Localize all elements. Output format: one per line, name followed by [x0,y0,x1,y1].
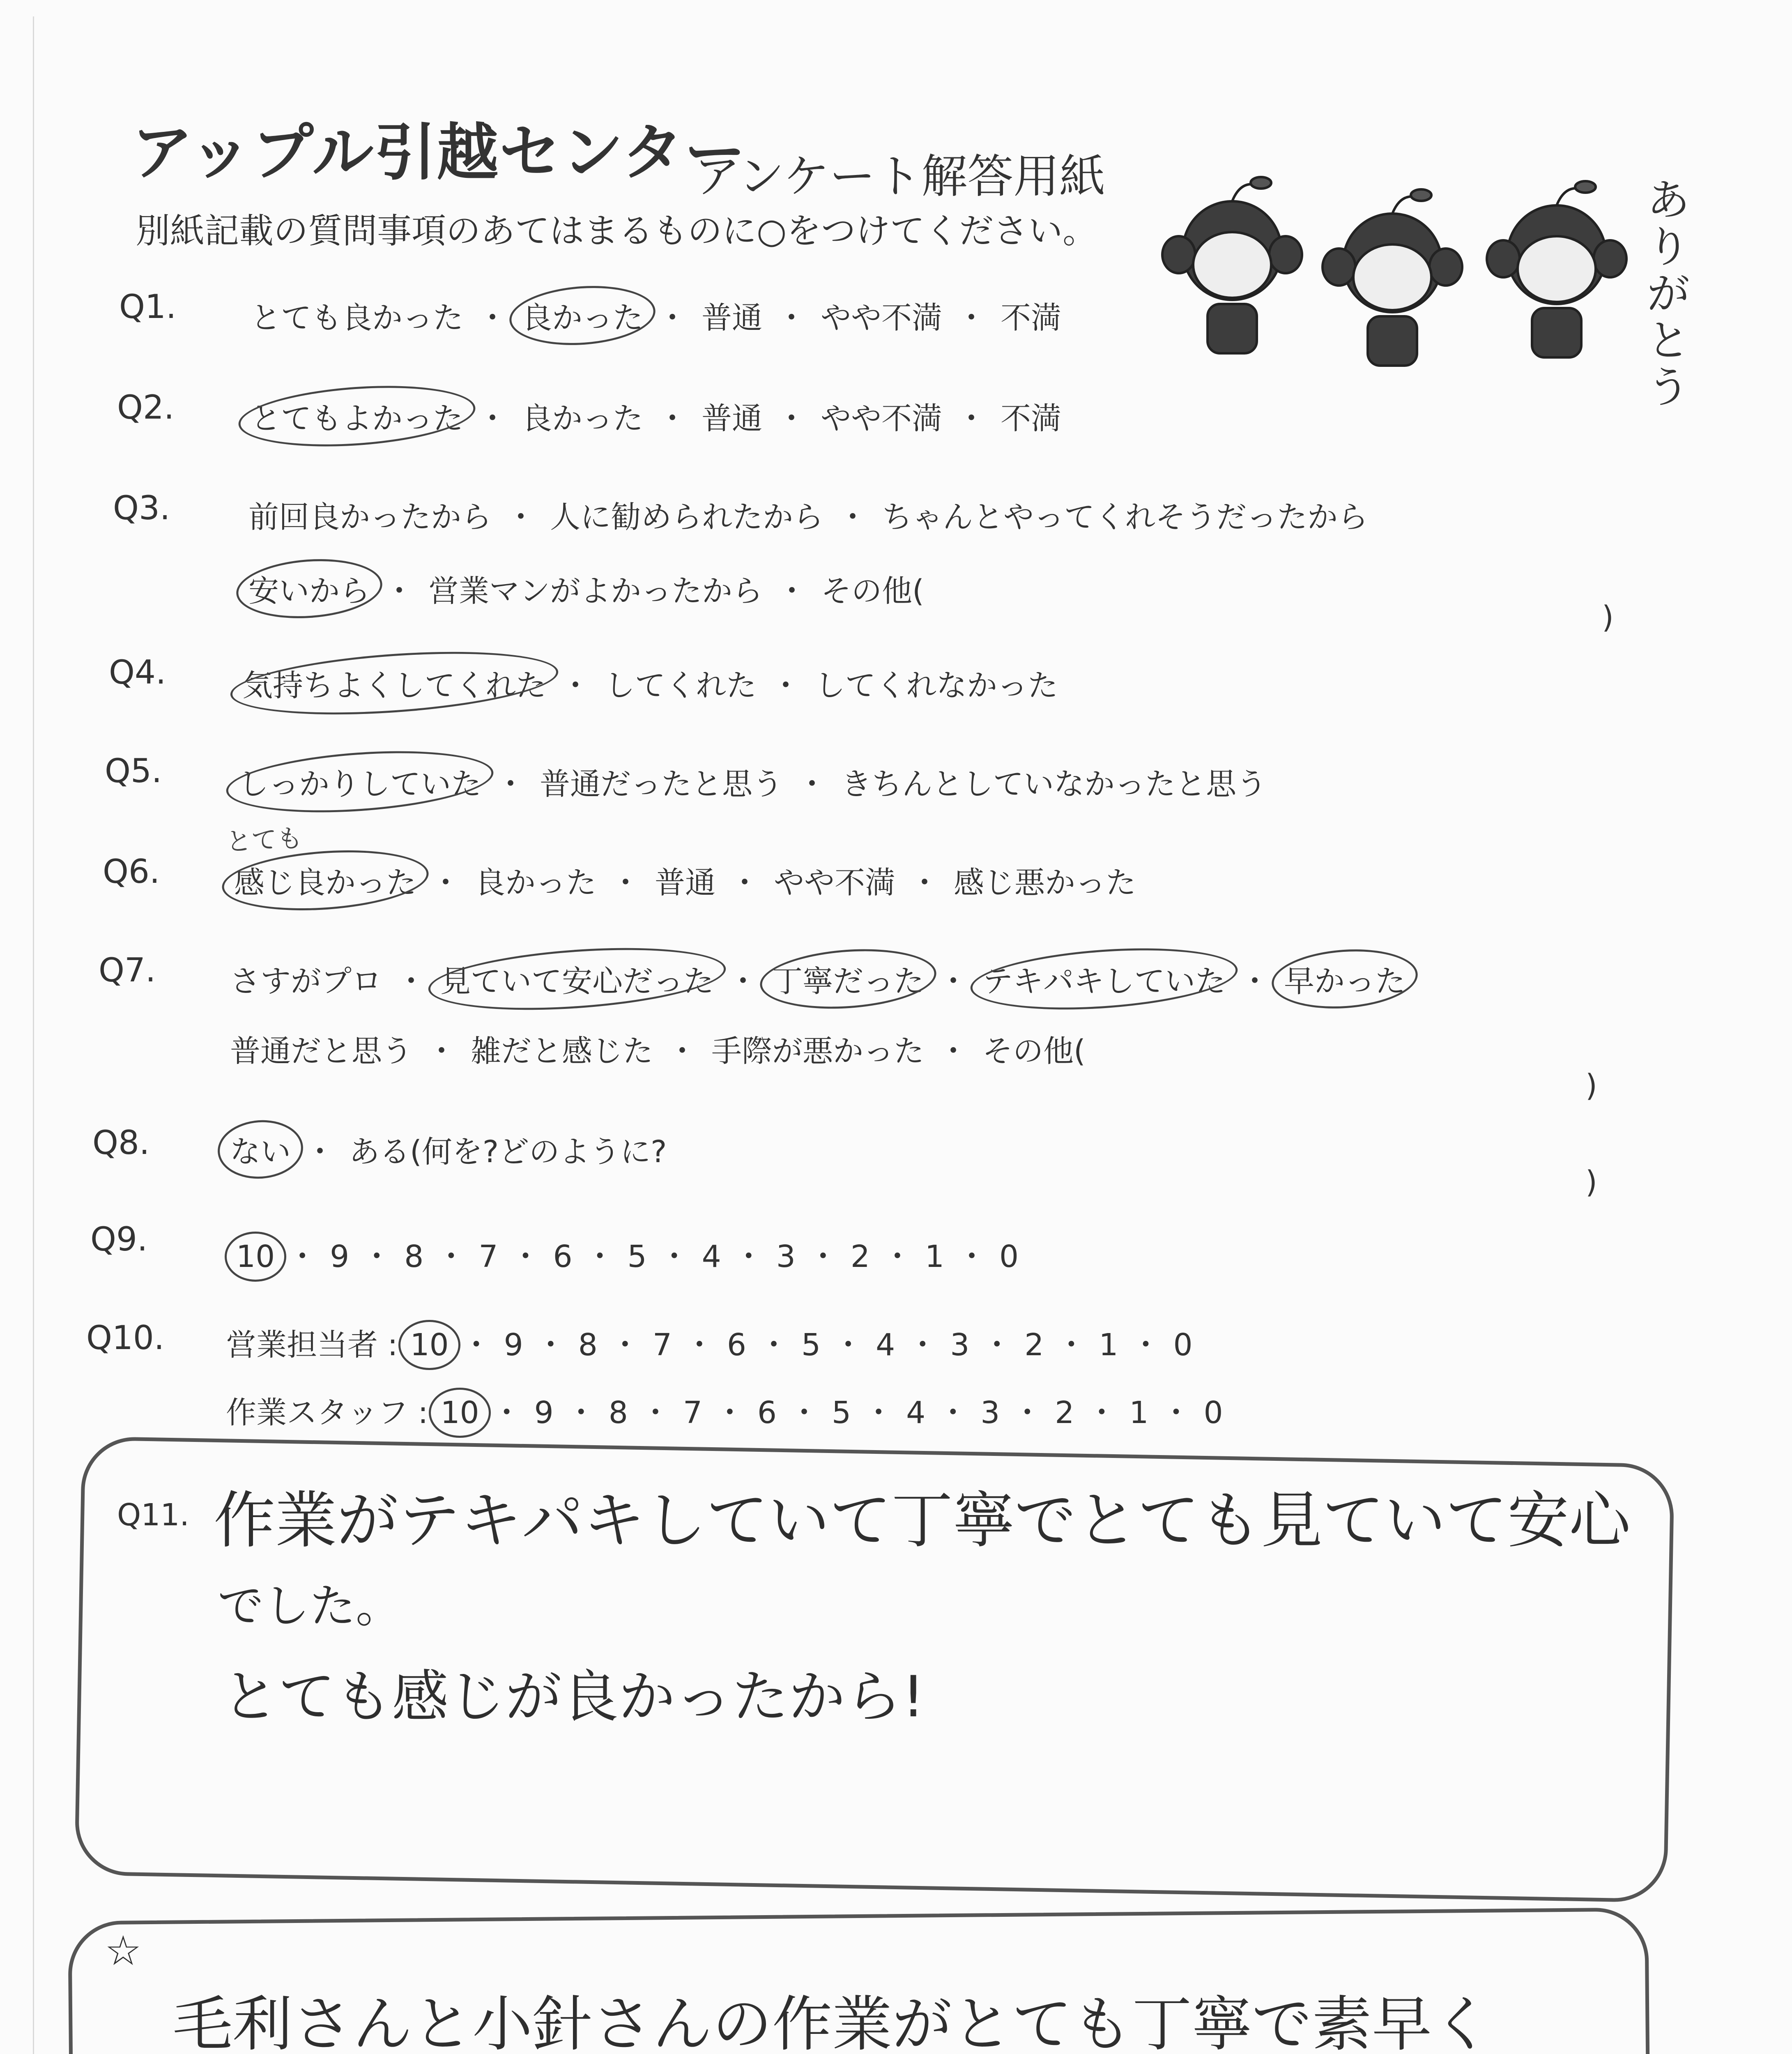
q5-options: しっかりしていた ・ 普通だったと思う ・ きちんとしていなかったと思う [238,760,1267,804]
q10-sales-score[interactable]: 7 [652,1327,672,1363]
q11-line-2: でした。 [218,1580,402,1633]
q1-number: Q1. [119,288,177,326]
q10-sales-scale: 営業担当者 : 10 ・ 9 ・ 8 ・ 7 ・ 6 ・ 5 ・ 4 ・ 3 ・ 2 ・ 1 ・ 0 [226,1321,1193,1364]
q3-option[interactable]: 人に勧められたから [550,500,824,535]
q7-option[interactable]: 普通だと思う [230,1034,412,1069]
q7-options-row2: 普通だと思う ・ 雑だと感じた ・ 手際が悪かった ・ その他( [230,1027,1086,1071]
q10-staff-score[interactable]: 4 [906,1395,926,1430]
q8-option[interactable]: ある(何を?どのように? [349,1134,667,1170]
q1-option[interactable]: とても良かった [251,300,463,336]
q10-staff-score[interactable]: 6 [757,1395,777,1430]
q7-option[interactable]: 手際が悪かった [711,1034,924,1069]
q7-option-selected[interactable]: 丁寧だった [772,957,924,1001]
q9-score[interactable]: 8 [404,1239,424,1274]
q9-score[interactable]: 7 [478,1239,498,1274]
q6-options: 感じ良かった ・ 良かった ・ 普通 ・ やや不満 ・ 感じ悪かった [234,859,1136,902]
q4-option[interactable]: してくれなかった [815,668,1058,703]
q6-option[interactable]: 普通 [655,865,715,900]
q7-option[interactable]: 雑だと感じた [471,1034,653,1069]
q10-sales-label: 営業担当者 : [226,1327,398,1363]
q10-sales-score[interactable]: 2 [1024,1327,1044,1363]
q2-option[interactable]: 不満 [1001,401,1061,436]
q10-sales-score[interactable]: 0 [1173,1327,1193,1363]
q7-paren-close: ) [1585,1068,1597,1103]
q11-number: Q11. [117,1497,189,1533]
q8-option-selected[interactable]: ない [230,1128,291,1171]
q10-sales-score[interactable]: 4 [876,1327,895,1363]
q1-option[interactable]: 普通 [702,300,762,336]
q1-options: とても良かった ・ 良かった ・ 普通 ・ やや不満 ・ 不満 [251,294,1061,337]
q5-number: Q5. [105,752,162,790]
q9-score[interactable]: 1 [925,1239,945,1274]
q5-option-selected[interactable]: しっかりしていた [238,760,481,804]
comment-line-1: 毛利さんと小針さんの作業がとても丁寧で素早く [173,1990,1492,2054]
q2-option[interactable]: 良かった [522,401,643,436]
q2-number: Q2. [117,388,175,426]
q10-sales-score[interactable]: 3 [950,1327,970,1363]
q10-staff-score[interactable]: 0 [1203,1395,1223,1430]
q3-number: Q3. [113,489,170,527]
q2-option[interactable]: 普通 [702,401,762,436]
q9-score[interactable]: 4 [702,1239,721,1274]
q5-option[interactable]: きちんとしていなかったと思う [841,767,1267,802]
q3-options-row2: 安いから ・ 営業マンがよかったから ・ その他( [248,567,924,610]
q10-sales-score[interactable]: 9 [504,1327,523,1363]
document-type: アンケート解答用紙 [694,150,1106,203]
q11-line-1: 作業がテキパキしていて丁寧でとても見ていて安心 [214,1485,1631,1557]
q2-option-selected[interactable]: とてもよかった [251,394,463,438]
q10-sales-score[interactable]: 8 [578,1327,598,1363]
q7-option-selected[interactable]: 早かった [1284,957,1406,1001]
q4-option-selected[interactable]: 気持ちよくしてくれた [242,661,546,705]
q10-staff-score[interactable]: 3 [980,1395,1000,1430]
q9-score[interactable]: 3 [776,1239,796,1274]
q3-paren-close: ) [1602,600,1614,635]
star-icon: ☆ [105,1927,142,1975]
q7-number: Q7. [99,951,156,989]
q4-options: 気持ちよくしてくれた ・ してくれた ・ してくれなかった [242,661,1058,705]
q1-option-selected[interactable]: 良かった [522,294,643,337]
q9-score[interactable]: 5 [627,1239,647,1274]
q9-number: Q9. [90,1220,148,1258]
q5-option[interactable]: 普通だったと思う [540,767,783,802]
q8-paren-close: ) [1585,1165,1597,1200]
q9-score[interactable]: 0 [999,1239,1019,1274]
q10-staff-score[interactable]: 5 [832,1395,851,1430]
q3-option[interactable]: 前回良かったから [248,500,492,535]
q9-score[interactable]: 2 [850,1239,870,1274]
q3-option[interactable]: その他( [821,573,924,609]
q10-staff-score[interactable]: 9 [534,1395,554,1430]
q3-options: 前回良かったから ・ 人に勧められたから ・ ちゃんとやってくれそうだったから [248,493,1368,537]
q1-option[interactable]: 不満 [1001,300,1061,336]
q1-option[interactable]: やや不満 [821,300,942,336]
q11-line-3: とても感じが良かったから! [222,1664,925,1730]
monkey-mascot-icon [1142,156,1651,386]
q10-sales-score[interactable]: 1 [1099,1327,1118,1363]
q3-option[interactable]: ちゃんとやってくれそうだったから [882,500,1368,535]
q6-number: Q6. [103,852,160,891]
q8-number: Q8. [92,1124,150,1162]
q10-sales-score-selected[interactable]: 10 [410,1327,449,1363]
q6-handwritten-note: とても [225,823,304,857]
q10-sales-score[interactable]: 6 [727,1327,747,1363]
q10-number: Q10. [86,1319,165,1357]
q2-option[interactable]: やや不満 [821,401,942,436]
q4-option[interactable]: してくれた [605,668,757,703]
q9-score-selected[interactable]: 10 [236,1239,275,1274]
q6-option[interactable]: やや不満 [774,865,895,900]
q9-score[interactable]: 6 [553,1239,573,1274]
q9-score[interactable]: 9 [330,1239,350,1274]
q9-scale: 10 ・ 9 ・ 8 ・ 7 ・ 6 ・ 5 ・ 4 ・ 3 ・ 2 ・ 1 ・ 0 [236,1239,1019,1274]
q3-option[interactable]: 営業マンがよかったから [428,573,763,609]
q7-option-selected[interactable]: 見ていて安心だった [440,957,714,1001]
instruction-text: 別紙記載の質問事項のあてはまるものに○をつけてください。 [136,211,1097,251]
q2-options: とてもよかった ・ 良かった ・ 普通 ・ やや不満 ・ 不満 [251,394,1061,438]
q7-options: さすがプロ ・ 見ていて安心だった ・ 丁寧だった ・ テキパキしていた ・ 早かった [230,957,1406,1001]
q10-staff-score-selected[interactable]: 10 [440,1395,479,1430]
q10-staff-score[interactable]: 2 [1055,1395,1074,1430]
q10-staff-score[interactable]: 7 [683,1395,702,1430]
brand-title: アップル引越センター [131,117,747,189]
q10-staff-score[interactable]: 8 [608,1395,628,1430]
q10-sales-score[interactable]: 5 [801,1327,821,1363]
q6-option-selected[interactable]: 感じ良かった [234,859,416,902]
thanks-text: ありがとう [1647,175,1690,412]
q6-option[interactable]: 良かった [475,865,596,900]
q10-staff-label: 作業スタッフ : [226,1395,428,1430]
q7-option[interactable]: さすがプロ [230,964,382,999]
q8-options: ない ・ ある(何を?どのように? [230,1128,667,1171]
q7-option[interactable]: その他( [982,1034,1086,1069]
q6-option[interactable]: 感じ悪かった [954,865,1136,900]
q7-option-selected[interactable]: テキパキしていた [982,957,1226,1001]
q4-number: Q4. [109,653,166,691]
q10-staff-score[interactable]: 1 [1129,1395,1149,1430]
q3-option-selected[interactable]: 安いから [248,567,370,610]
q10-staff-scale: 作業スタッフ : 10 ・ 9 ・ 8 ・ 7 ・ 6 ・ 5 ・ 4 ・ 3 ・ 2 ・ 1 ・ 0 [226,1389,1223,1432]
